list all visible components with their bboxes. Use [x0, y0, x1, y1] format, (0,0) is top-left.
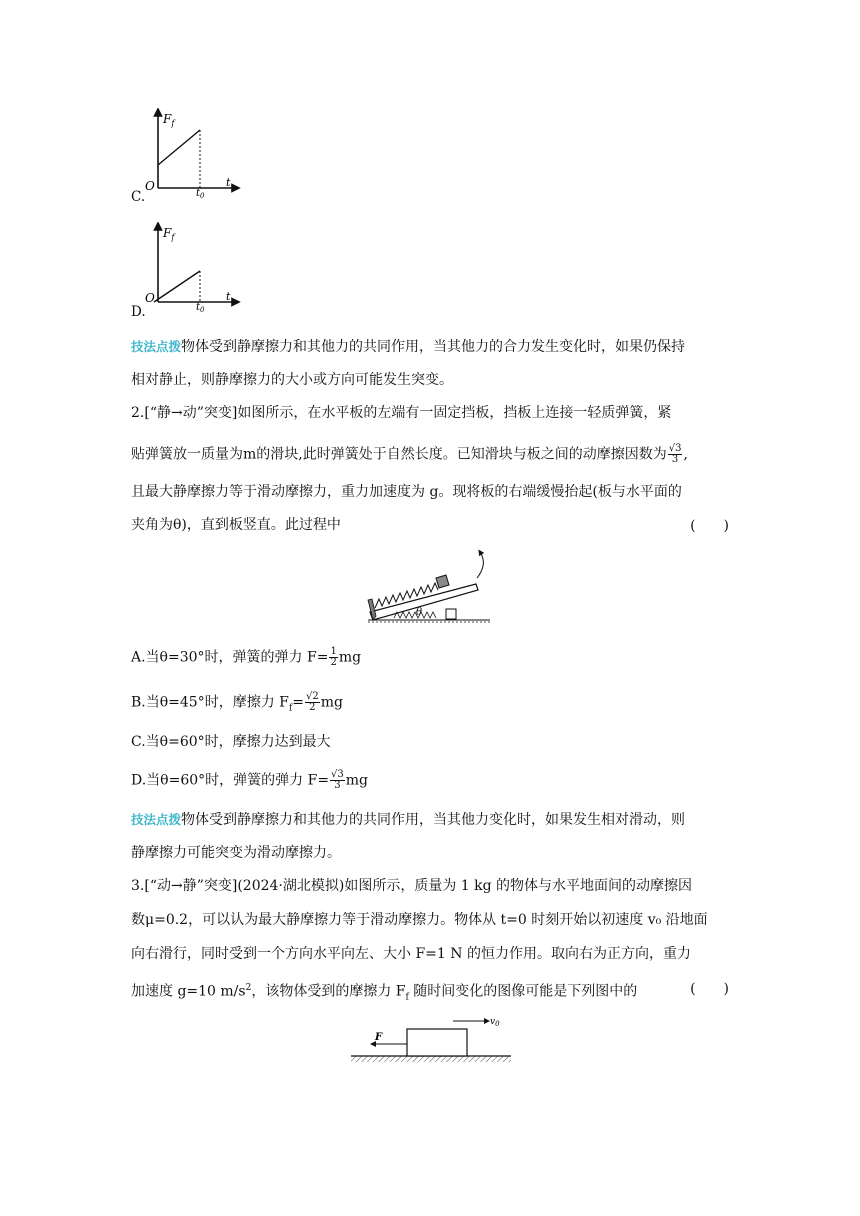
graph-d-x-label: t — [226, 290, 231, 303]
q3-line2: 数μ=0.2，可以认为最大静摩擦力等于滑动摩擦力。物体从 t=0 时刻开始以初速度 v₀ 沿地面 — [131, 912, 708, 928]
q3-block — [407, 1029, 467, 1056]
q2-line2-text: 贴弹簧放一质量为m的滑块,此时弹簧处于自然长度。已知滑块与板之间的动摩擦因数为 — [131, 446, 667, 463]
graph-c-t0-label: $t_0$ — [196, 188, 205, 198]
tip1-line1 — [131, 337, 685, 357]
q3-line4: 加速度 g=10 $m/s^2$，该物体受到的摩擦力 $F_f$ 随时间变化的图像可能是下列图中的 — [131, 983, 638, 1003]
q3-ground-hatch — [351, 1056, 511, 1062]
q2-option-c: C.当θ=60°时，摩擦力达到最大 — [131, 734, 331, 750]
q2-option-d: D.当θ=60°时，弹簧的弹力 F= $\frac{√3}{3}$ mg — [131, 769, 369, 791]
tip2-line1 — [131, 810, 685, 830]
graph-c-x-label: t — [226, 176, 231, 189]
q2-stopper — [368, 599, 376, 620]
graph-d-option-label: D. — [131, 304, 146, 320]
tip1-line2: 相对静止，则静摩擦力的大小或方向可能发生突变。 — [131, 372, 453, 388]
graph-c-origin: O — [145, 179, 155, 193]
graph-c-option-label: C. — [131, 189, 146, 205]
q3-velocity-label: $v_0$ — [490, 1017, 500, 1028]
graph-d-curve — [154, 271, 200, 302]
q3-block-figure — [349, 1012, 514, 1070]
q2-block — [436, 575, 449, 588]
q2-answer-bracket: ( ) — [690, 518, 729, 534]
tip1-tag: 技法点拨 — [131, 339, 182, 354]
graph-c-curve — [158, 130, 200, 165]
q2-line2: 贴弹簧放一质量为m的滑块,此时弹簧处于自然长度。已知滑块与板之间的动摩擦因数为 $\frac{√3}{3}$ , — [131, 443, 688, 465]
q3-line1: 3.[“动→静”突变](2024·湖北模拟)如图所示，质量为 1 kg 的物体与水平地面间的动摩擦因 — [131, 878, 693, 894]
q2-incline-figure — [364, 548, 494, 628]
q3-force-label: F — [375, 1032, 383, 1043]
q2-option-a: A.当θ=30°时，弹簧的弹力 F= $\frac{1}{2}$ mg — [131, 646, 362, 668]
q2-ground-box — [446, 609, 456, 619]
graph-d-plot — [140, 222, 250, 312]
q3-line3: 向右滑行，同时受到一个方向水平向左、大小 F=1 N 的恒力作用。取向右为正方向，重力 — [131, 946, 691, 962]
graph-c-y-label: $F_f$ — [163, 112, 175, 128]
q2-board — [370, 584, 478, 620]
q2-line3: 且最大静摩擦力等于滑动摩擦力，重力加速度为 g。现将板的右端缓慢抬起(板与水平面的 — [131, 484, 682, 500]
q3-diagram — [349, 1012, 514, 1070]
tip2-line2: 静摩擦力可能突变为滑动摩擦力。 — [131, 845, 341, 861]
graph-d-y-label: $F_f$ — [163, 226, 175, 242]
graph-c-plot — [140, 108, 250, 198]
graph-d — [140, 222, 250, 312]
q2-diagram — [364, 548, 494, 628]
q2-option-b-frac: $\frac{√2}{2}$ — [305, 691, 319, 713]
tip2-tag: 技法点拨 — [131, 812, 182, 827]
q2-theta-label: θ — [416, 607, 423, 618]
q2-option-d-frac: $\frac{√3}{3}$ — [331, 769, 344, 791]
q2-rotation-arrow — [477, 552, 483, 578]
q2-option-a-frac: $\frac{1}{2}$ — [330, 646, 337, 668]
graph-d-t0-label: $t_0$ — [196, 302, 205, 312]
tip2-text1: 物体受到静摩擦力和其他力的共同作用，当其他力变化时，如果发生相对滑动，则 — [181, 812, 686, 828]
tip1-text1: 物体受到静摩擦力和其他力的共同作用，当其他力的合力发生变化时，如果仍保持 — [181, 339, 686, 355]
q2-line4: 夹角为θ)，直到板竖直。此过程中 — [131, 517, 341, 533]
graph-c — [140, 108, 250, 198]
q3-answer-bracket: ( ) — [690, 981, 729, 997]
q2-option-b: B.当θ=45°时，摩擦力 $F_f=$ $\frac{√2}{2}$ mg — [131, 691, 343, 714]
q2-line1: 2.[“静→动”突变]如图所示，在水平板的左端有一固定挡板，挡板上连接一轻质弹簧，紧 — [131, 405, 672, 421]
q2-friction-coef: $\frac{√3}{3}$ — [668, 443, 682, 465]
graph-d-origin: O — [145, 291, 155, 305]
